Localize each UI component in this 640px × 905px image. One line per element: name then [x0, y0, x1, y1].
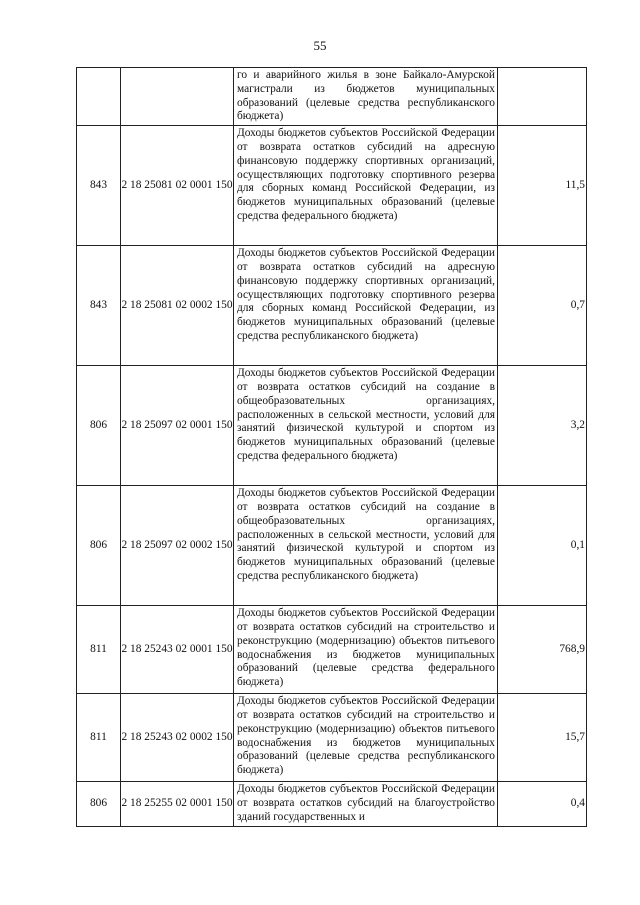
table-row: [77, 486, 587, 606]
admin-code-cell: 806: [77, 782, 121, 826]
amount-cell: 0,1: [498, 486, 587, 606]
admin-code-cell: 806: [77, 486, 121, 606]
admin-code-cell: 806: [77, 366, 121, 486]
table-row: [77, 782, 587, 826]
budget-code-cell: 2 18 25097 02 0001 150: [121, 366, 234, 486]
description-cell: Доходы бюджетов субъектов Российской Федерации от возврата остатков субсидий на создание в общеобразовательных организациях, расположенных в сельской местности, условий для занятий физической культурой и спортом из бюджетов муниципальных образований (целевые средства федерального бюджета): [234, 366, 498, 486]
admin-code-cell: 811: [77, 606, 121, 694]
budget-revenue-table: [76, 67, 587, 827]
description-cell: го и аварийного жилья в зоне Байкало-Амурской магистрали из бюджетов муниципальных образований (целевые средства республиканского бюджета): [234, 68, 498, 126]
admin-code-cell: 811: [77, 694, 121, 782]
budget-code-cell: 2 18 25081 02 0002 150: [121, 246, 234, 366]
table-row: [77, 606, 587, 694]
description-cell: Доходы бюджетов субъектов Российской Федерации от возврата остатков субсидий на строительство и реконструкцию (модернизацию) объектов питьевого водоснабжения из бюджетов муниципальных образований (целевые средства республиканского бюджета): [234, 694, 498, 782]
amount-cell: 768,9: [498, 606, 587, 694]
budget-code-cell: 2 18 25243 02 0001 150: [121, 606, 234, 694]
table-row: [77, 68, 587, 126]
budget-code-cell: 2 18 25097 02 0002 150: [121, 486, 234, 606]
budget-code-cell: [121, 68, 234, 126]
budget-code-cell: 2 18 25255 02 0001 150: [121, 782, 234, 826]
description-cell: Доходы бюджетов субъектов Российской Федерации от возврата остатков субсидий на адресную финансовую поддержку спортивных организаций, осуществляющих подготовку спортивного резерва для сборных команд Российской Федерации, из бюджетов муниципальных образований (целевые средства республиканского бюджета): [234, 246, 498, 366]
amount-cell: 15,7: [498, 694, 587, 782]
admin-code-cell: 843: [77, 246, 121, 366]
admin-code-cell: 843: [77, 126, 121, 246]
description-cell: Доходы бюджетов субъектов Российской Федерации от возврата остатков субсидий на создание в общеобразовательных организациях, расположенных в сельской местности, условий для занятий физической культурой и спортом из бюджетов муниципальных образований (целевые средства республиканского бюджета): [234, 486, 498, 606]
description-cell: Доходы бюджетов субъектов Российской Федерации от возврата остатков субсидий на адресную финансовую поддержку спортивных организаций, осуществляющих подготовку спортивного резерва для сборных команд Российской Федерации, из бюджетов муниципальных образований (целевые средства федерального бюджета): [234, 126, 498, 246]
table-row: [77, 366, 587, 486]
amount-cell: 0,4: [498, 782, 587, 826]
table-row: [77, 246, 587, 366]
admin-code-cell: [77, 68, 121, 126]
table-row: [77, 694, 587, 782]
amount-cell: [498, 68, 587, 126]
amount-cell: 3,2: [498, 366, 587, 486]
page-number: 55: [313, 38, 327, 53]
description-cell: Доходы бюджетов субъектов Российской Федерации от возврата остатков субсидий на благоустройство зданий государственных и: [234, 782, 498, 826]
budget-code-cell: 2 18 25243 02 0002 150: [121, 694, 234, 782]
budget-code-cell: 2 18 25081 02 0001 150: [121, 126, 234, 246]
amount-cell: 11,5: [498, 126, 587, 246]
amount-cell: 0,7: [498, 246, 587, 366]
table-row: [77, 126, 587, 246]
description-cell: Доходы бюджетов субъектов Российской Федерации от возврата остатков субсидий на строительство и реконструкцию (модернизацию) объектов питьевого водоснабжения из бюджетов муниципальных образований (целевые средства федерального бюджета): [234, 606, 498, 694]
